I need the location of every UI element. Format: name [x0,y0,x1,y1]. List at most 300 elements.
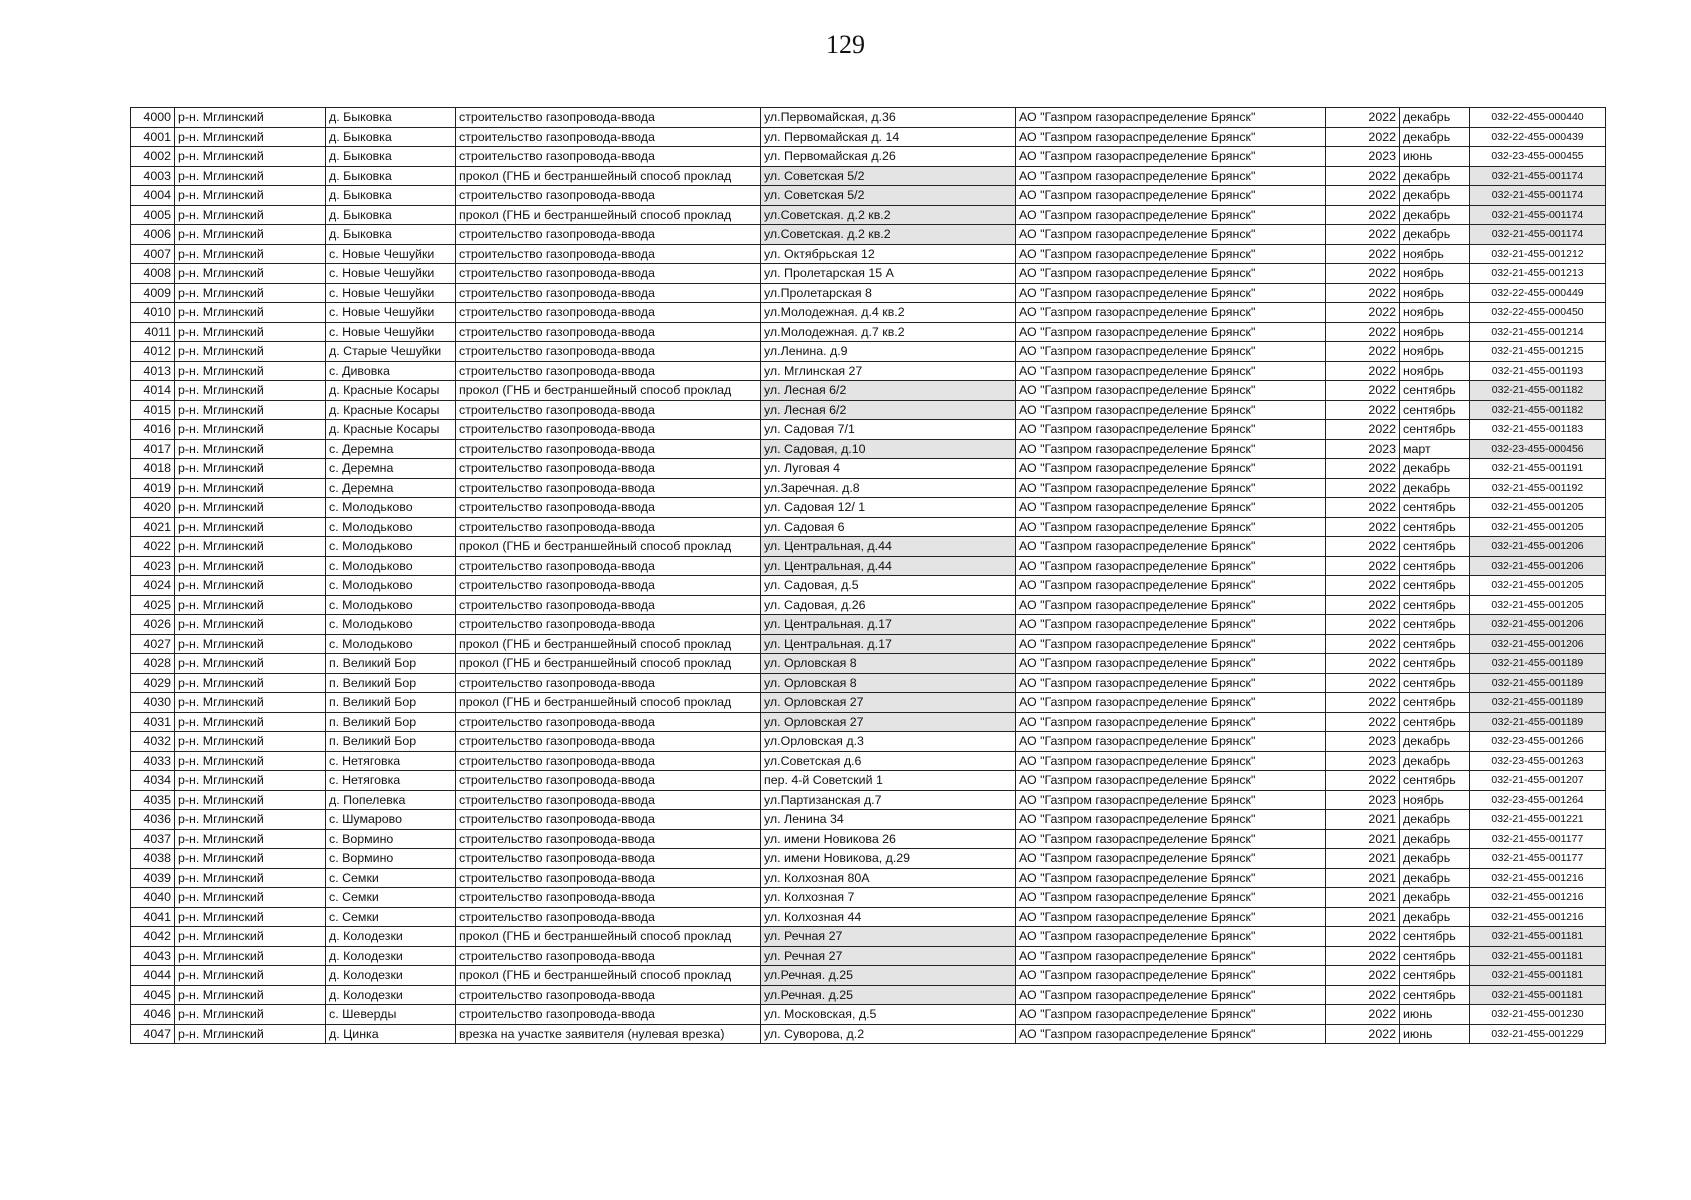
registry-code-cell: 032-21-455-001212 [1470,244,1606,264]
district-cell: р-н. Мглинский [175,537,326,557]
registry-code-cell: 032-21-455-001207 [1470,771,1606,791]
table-row [131,771,1606,791]
district-cell: р-н. Мглинский [175,361,326,381]
district-cell: р-н. Мглинский [175,595,326,615]
month-cell: сентябрь [1400,381,1470,401]
table-row [131,537,1606,557]
year-cell: 2022 [1326,771,1400,791]
year-cell: 2022 [1326,517,1400,537]
year-cell: 2022 [1326,303,1400,323]
work-type-cell: прокол (ГНБ и бестраншейный способ проклад [456,205,761,225]
district-cell: р-н. Мглинский [175,420,326,440]
registry-code-cell: 032-21-455-001206 [1470,537,1606,557]
year-cell: 2022 [1326,381,1400,401]
organization-cell: АО "Газпром газораспределение Брянск" [1016,420,1326,440]
row-number-cell: 4012 [131,342,175,362]
row-number-cell: 4041 [131,907,175,927]
organization-cell: АО "Газпром газораспределение Брянск" [1016,537,1326,557]
district-cell: р-н. Мглинский [175,615,326,635]
work-type-cell: строительство газопровода-ввода [456,985,761,1005]
work-type-cell: прокол (ГНБ и бестраншейный способ проклад [456,654,761,674]
work-type-cell: строительство газопровода-ввода [456,829,761,849]
organization-cell: АО "Газпром газораспределение Брянск" [1016,361,1326,381]
organization-cell: АО "Газпром газораспределение Брянск" [1016,381,1326,401]
work-type-cell: строительство газопровода-ввода [456,459,761,479]
work-type-cell: строительство газопровода-ввода [456,849,761,869]
work-type-cell: строительство газопровода-ввода [456,556,761,576]
year-cell: 2022 [1326,673,1400,693]
locality-cell: с. Деремна [326,478,456,498]
month-cell: сентябрь [1400,712,1470,732]
district-cell: р-н. Мглинский [175,654,326,674]
address-cell: ул. имени Новикова 26 [761,829,1016,849]
work-type-cell: врезка на участке заявителя (нулевая врезка) [456,1024,761,1044]
row-number-cell: 4031 [131,712,175,732]
table-row [131,927,1606,947]
locality-cell: д. Быковка [326,108,456,128]
work-type-cell: прокол (ГНБ и бестраншейный способ проклад [456,966,761,986]
district-cell: р-н. Мглинский [175,868,326,888]
address-cell: ул.Заречная. д.8 [761,478,1016,498]
district-cell: р-н. Мглинский [175,381,326,401]
year-cell: 2022 [1326,712,1400,732]
registry-code-cell: 032-21-455-001189 [1470,693,1606,713]
district-cell: р-н. Мглинский [175,205,326,225]
table-row [131,810,1606,830]
locality-cell: с. Молодьково [326,537,456,557]
table-row [131,966,1606,986]
district-cell: р-н. Мглинский [175,556,326,576]
organization-cell: АО "Газпром газораспределение Брянск" [1016,576,1326,596]
row-number-cell: 4027 [131,634,175,654]
table-row [131,751,1606,771]
row-number-cell: 4030 [131,693,175,713]
locality-cell: с. Молодьково [326,634,456,654]
address-cell: ул. Садовая, д.10 [761,439,1016,459]
locality-cell: д. Колодезки [326,966,456,986]
work-type-cell: строительство газопровода-ввода [456,303,761,323]
locality-cell: с. Молодьково [326,556,456,576]
row-number-cell: 4047 [131,1024,175,1044]
row-number-cell: 4033 [131,751,175,771]
address-cell: ул. Садовая 7/1 [761,420,1016,440]
address-cell: пер. 4-й Советский 1 [761,771,1016,791]
district-cell: р-н. Мглинский [175,751,326,771]
locality-cell: д. Цинка [326,1024,456,1044]
month-cell: декабрь [1400,478,1470,498]
work-type-cell: строительство газопровода-ввода [456,361,761,381]
work-type-cell: строительство газопровода-ввода [456,420,761,440]
locality-cell: с. Семки [326,907,456,927]
year-cell: 2022 [1326,186,1400,206]
work-type-cell: строительство газопровода-ввода [456,810,761,830]
address-cell: ул. Садовая 12/ 1 [761,498,1016,518]
table-row [131,498,1606,518]
month-cell: сентябрь [1400,673,1470,693]
registry-code-cell: 032-21-455-001216 [1470,907,1606,927]
row-number-cell: 4008 [131,264,175,284]
organization-cell: АО "Газпром газораспределение Брянск" [1016,498,1326,518]
registry-code-cell: 032-21-455-001181 [1470,966,1606,986]
work-type-cell: прокол (ГНБ и бестраншейный способ проклад [456,634,761,654]
row-number-cell: 4025 [131,595,175,615]
organization-cell: АО "Газпром газораспределение Брянск" [1016,322,1326,342]
organization-cell: АО "Газпром газораспределение Брянск" [1016,439,1326,459]
organization-cell: АО "Газпром газораспределение Брянск" [1016,732,1326,752]
address-cell: ул. Центральная, д.44 [761,556,1016,576]
district-cell: р-н. Мглинский [175,108,326,128]
month-cell: ноябрь [1400,303,1470,323]
locality-cell: д. Быковка [326,186,456,206]
row-number-cell: 4036 [131,810,175,830]
month-cell: сентябрь [1400,517,1470,537]
year-cell: 2022 [1326,127,1400,147]
address-cell: ул. Первомайская д.26 [761,147,1016,167]
month-cell: ноябрь [1400,264,1470,284]
month-cell: июнь [1400,1024,1470,1044]
address-cell: ул. Речная 27 [761,946,1016,966]
registry-code-cell: 032-21-455-001189 [1470,673,1606,693]
table-row [131,361,1606,381]
registry-code-cell: 032-21-455-001213 [1470,264,1606,284]
address-cell: ул. Центральная. д.17 [761,615,1016,635]
organization-cell: АО "Газпром газораспределение Брянск" [1016,517,1326,537]
month-cell: декабрь [1400,108,1470,128]
row-number-cell: 4015 [131,400,175,420]
month-cell: сентябрь [1400,771,1470,791]
table-row [131,712,1606,732]
work-type-cell: строительство газопровода-ввода [456,868,761,888]
year-cell: 2022 [1326,361,1400,381]
district-cell: р-н. Мглинский [175,927,326,947]
organization-cell: АО "Газпром газораспределение Брянск" [1016,205,1326,225]
address-cell: ул. Суворова, д.2 [761,1024,1016,1044]
work-type-cell: строительство газопровода-ввода [456,712,761,732]
organization-cell: АО "Газпром газораспределение Брянск" [1016,634,1326,654]
address-cell: ул.Речная. д.25 [761,966,1016,986]
work-type-cell: строительство газопровода-ввода [456,342,761,362]
month-cell: март [1400,439,1470,459]
year-cell: 2023 [1326,732,1400,752]
registry-code-cell: 032-21-455-001174 [1470,205,1606,225]
registry-code-cell: 032-21-455-001206 [1470,615,1606,635]
table-row [131,264,1606,284]
table-row [131,595,1606,615]
table-row [131,829,1606,849]
address-cell: ул. Садовая, д.26 [761,595,1016,615]
address-cell: ул. Колхозная 44 [761,907,1016,927]
work-type-cell: строительство газопровода-ввода [456,576,761,596]
organization-cell: АО "Газпром газораспределение Брянск" [1016,283,1326,303]
locality-cell: с. Новые Чешуйки [326,303,456,323]
locality-cell: п. Великий Бор [326,654,456,674]
month-cell: декабрь [1400,459,1470,479]
month-cell: сентябрь [1400,693,1470,713]
district-cell: р-н. Мглинский [175,459,326,479]
locality-cell: п. Великий Бор [326,693,456,713]
work-type-cell: строительство газопровода-ввода [456,790,761,810]
organization-cell: АО "Газпром газораспределение Брянск" [1016,264,1326,284]
table-row [131,790,1606,810]
row-number-cell: 4035 [131,790,175,810]
year-cell: 2023 [1326,439,1400,459]
table-row [131,147,1606,167]
table-row [131,615,1606,635]
row-number-cell: 4000 [131,108,175,128]
work-type-cell: строительство газопровода-ввода [456,127,761,147]
organization-cell: АО "Газпром газораспределение Брянск" [1016,166,1326,186]
year-cell: 2022 [1326,225,1400,245]
address-cell: ул. Пролетарская 15 А [761,264,1016,284]
year-cell: 2022 [1326,927,1400,947]
district-cell: р-н. Мглинский [175,810,326,830]
registry-code-cell: 032-23-455-001266 [1470,732,1606,752]
locality-cell: с. Деремна [326,439,456,459]
table-row [131,400,1606,420]
organization-cell: АО "Газпром газораспределение Брянск" [1016,459,1326,479]
organization-cell: АО "Газпром газораспределение Брянск" [1016,810,1326,830]
work-type-cell: строительство газопровода-ввода [456,771,761,791]
registry-code-cell: 032-21-455-001182 [1470,400,1606,420]
registry-code-cell: 032-21-455-001191 [1470,459,1606,479]
row-number-cell: 4026 [131,615,175,635]
district-cell: р-н. Мглинский [175,693,326,713]
table-row [131,556,1606,576]
district-cell: р-н. Мглинский [175,673,326,693]
address-cell: ул. Октябрьская 12 [761,244,1016,264]
work-type-cell: строительство газопровода-ввода [456,595,761,615]
district-cell: р-н. Мглинский [175,946,326,966]
month-cell: сентябрь [1400,595,1470,615]
work-type-cell: строительство газопровода-ввода [456,439,761,459]
district-cell: р-н. Мглинский [175,790,326,810]
district-cell: р-н. Мглинский [175,244,326,264]
registry-code-cell: 032-23-455-000455 [1470,147,1606,167]
address-cell: ул. Лесная 6/2 [761,381,1016,401]
locality-cell: д. Красные Косары [326,381,456,401]
table-row [131,985,1606,1005]
organization-cell: АО "Газпром газораспределение Брянск" [1016,985,1326,1005]
locality-cell: д. Старые Чешуйки [326,342,456,362]
address-cell: ул. Первомайская д. 14 [761,127,1016,147]
month-cell: ноябрь [1400,244,1470,264]
month-cell: декабрь [1400,907,1470,927]
year-cell: 2022 [1326,966,1400,986]
registry-code-cell: 032-21-455-001192 [1470,478,1606,498]
registry-code-cell: 032-21-455-001216 [1470,888,1606,908]
address-cell: ул. имени Новикова, д.29 [761,849,1016,869]
month-cell: сентябрь [1400,927,1470,947]
year-cell: 2022 [1326,595,1400,615]
address-cell: ул. Колхозная 7 [761,888,1016,908]
district-cell: р-н. Мглинский [175,829,326,849]
locality-cell: с. Деремна [326,459,456,479]
registry-code-cell: 032-21-455-001230 [1470,1005,1606,1025]
locality-cell: д. Быковка [326,225,456,245]
address-cell: ул. Колхозная 80А [761,868,1016,888]
gas-connection-table [130,107,1606,1044]
locality-cell: д. Попелевка [326,790,456,810]
year-cell: 2021 [1326,829,1400,849]
row-number-cell: 4037 [131,829,175,849]
address-cell: ул. Орловская 27 [761,693,1016,713]
row-number-cell: 4029 [131,673,175,693]
district-cell: р-н. Мглинский [175,634,326,654]
locality-cell: д. Колодезки [326,946,456,966]
year-cell: 2022 [1326,205,1400,225]
year-cell: 2022 [1326,1024,1400,1044]
locality-cell: с. Новые Чешуйки [326,244,456,264]
work-type-cell: строительство газопровода-ввода [456,1005,761,1025]
registry-code-cell: 032-21-455-001229 [1470,1024,1606,1044]
district-cell: р-н. Мглинский [175,1005,326,1025]
registry-code-cell: 032-21-455-001181 [1470,985,1606,1005]
locality-cell: п. Великий Бор [326,673,456,693]
locality-cell: с. Новые Чешуйки [326,322,456,342]
organization-cell: АО "Газпром газораспределение Брянск" [1016,849,1326,869]
month-cell: декабрь [1400,732,1470,752]
registry-code-cell: 032-21-455-001206 [1470,634,1606,654]
row-number-cell: 4014 [131,381,175,401]
month-cell: сентябрь [1400,537,1470,557]
address-cell: ул. Орловская 27 [761,712,1016,732]
address-cell: ул.Пролетарская 8 [761,283,1016,303]
table-row [131,186,1606,206]
organization-cell: АО "Газпром газораспределение Брянск" [1016,225,1326,245]
locality-cell: с. Семки [326,868,456,888]
month-cell: сентябрь [1400,985,1470,1005]
locality-cell: д. Быковка [326,127,456,147]
address-cell: ул. Ленина 34 [761,810,1016,830]
month-cell: июнь [1400,1005,1470,1025]
month-cell: декабрь [1400,868,1470,888]
month-cell: сентябрь [1400,654,1470,674]
work-type-cell: строительство газопровода-ввода [456,283,761,303]
work-type-cell: строительство газопровода-ввода [456,186,761,206]
row-number-cell: 4009 [131,283,175,303]
month-cell: декабрь [1400,127,1470,147]
table-row [131,868,1606,888]
district-cell: р-н. Мглинский [175,264,326,284]
organization-cell: АО "Газпром газораспределение Брянск" [1016,478,1326,498]
table-row [131,283,1606,303]
row-number-cell: 4024 [131,576,175,596]
month-cell: ноябрь [1400,790,1470,810]
year-cell: 2022 [1326,946,1400,966]
address-cell: ул. Центральная. д.17 [761,634,1016,654]
district-cell: р-н. Мглинский [175,166,326,186]
address-cell: ул. Центральная, д.44 [761,537,1016,557]
address-cell: ул.Речная. д.25 [761,985,1016,1005]
row-number-cell: 4046 [131,1005,175,1025]
organization-cell: АО "Газпром газораспределение Брянск" [1016,1005,1326,1025]
organization-cell: АО "Газпром газораспределение Брянск" [1016,927,1326,947]
district-cell: р-н. Мглинский [175,147,326,167]
row-number-cell: 4039 [131,868,175,888]
organization-cell: АО "Газпром газораспределение Брянск" [1016,907,1326,927]
address-cell: ул. Орловская 8 [761,654,1016,674]
work-type-cell: строительство газопровода-ввода [456,673,761,693]
locality-cell: с. Молодьково [326,498,456,518]
table-row [131,1005,1606,1025]
table-row [131,478,1606,498]
registry-code-cell: 032-21-455-001215 [1470,342,1606,362]
registry-code-cell: 032-21-455-001174 [1470,225,1606,245]
table-row [131,225,1606,245]
row-number-cell: 4042 [131,927,175,947]
registry-code-cell: 032-21-455-001193 [1470,361,1606,381]
month-cell: ноябрь [1400,361,1470,381]
organization-cell: АО "Газпром газораспределение Брянск" [1016,147,1326,167]
registry-code-cell: 032-22-455-000450 [1470,303,1606,323]
address-cell: ул.Орловская д.3 [761,732,1016,752]
year-cell: 2022 [1326,264,1400,284]
address-cell: ул.Советская. д.2 кв.2 [761,225,1016,245]
locality-cell: д. Колодезки [326,927,456,947]
month-cell: сентябрь [1400,576,1470,596]
organization-cell: АО "Газпром газораспределение Брянск" [1016,654,1326,674]
locality-cell: д. Быковка [326,166,456,186]
district-cell: р-н. Мглинский [175,907,326,927]
table-row [131,517,1606,537]
work-type-cell: строительство газопровода-ввода [456,108,761,128]
locality-cell: д. Красные Косары [326,420,456,440]
registry-code-cell: 032-21-455-001205 [1470,498,1606,518]
table-row [131,888,1606,908]
district-cell: р-н. Мглинский [175,576,326,596]
row-number-cell: 4004 [131,186,175,206]
work-type-cell: строительство газопровода-ввода [456,400,761,420]
month-cell: декабрь [1400,810,1470,830]
organization-cell: АО "Газпром газораспределение Брянск" [1016,771,1326,791]
district-cell: р-н. Мглинский [175,478,326,498]
year-cell: 2022 [1326,322,1400,342]
district-cell: р-н. Мглинский [175,712,326,732]
month-cell: декабрь [1400,849,1470,869]
row-number-cell: 4017 [131,439,175,459]
work-type-cell: строительство газопровода-ввода [456,244,761,264]
locality-cell: с. Новые Чешуйки [326,264,456,284]
address-cell: ул. Московская, д.5 [761,1005,1016,1025]
organization-cell: АО "Газпром газораспределение Брянск" [1016,693,1326,713]
district-cell: р-н. Мглинский [175,186,326,206]
work-type-cell: строительство газопровода-ввода [456,264,761,284]
row-number-cell: 4032 [131,732,175,752]
year-cell: 2022 [1326,244,1400,264]
year-cell: 2022 [1326,108,1400,128]
organization-cell: АО "Газпром газораспределение Брянск" [1016,712,1326,732]
year-cell: 2021 [1326,849,1400,869]
locality-cell: д. Быковка [326,147,456,167]
district-cell: р-н. Мглинский [175,322,326,342]
table-row [131,381,1606,401]
organization-cell: АО "Газпром газораспределение Брянск" [1016,108,1326,128]
registry-code-cell: 032-23-455-001264 [1470,790,1606,810]
month-cell: декабрь [1400,751,1470,771]
work-type-cell: прокол (ГНБ и бестраншейный способ проклад [456,693,761,713]
work-type-cell: строительство газопровода-ввода [456,498,761,518]
locality-cell: с. Новые Чешуйки [326,283,456,303]
row-number-cell: 4013 [131,361,175,381]
year-cell: 2023 [1326,790,1400,810]
work-type-cell: строительство газопровода-ввода [456,322,761,342]
locality-cell: с. Вормино [326,849,456,869]
registry-code-cell: 032-21-455-001183 [1470,420,1606,440]
registry-code-cell: 032-22-455-000449 [1470,283,1606,303]
registry-code-cell: 032-21-455-001174 [1470,166,1606,186]
organization-cell: АО "Газпром газораспределение Брянск" [1016,615,1326,635]
district-cell: р-н. Мглинский [175,303,326,323]
